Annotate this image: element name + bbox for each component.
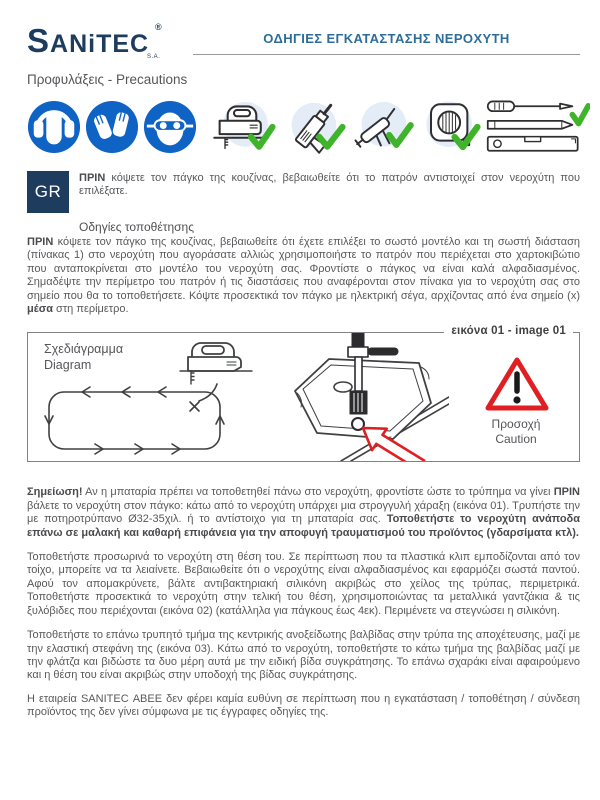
caulking-gun-icon bbox=[350, 97, 416, 157]
drill-icon bbox=[280, 97, 346, 157]
sanitec-logo bbox=[27, 22, 175, 60]
liability-paragraph: Η εταιρεία SANITEC ΑΒΕΕ δεν φέρει καμία ευθύνη σε περίπτωση που η εγκατάσταση / τοποθέτηση / σύνδεση προϊόντος της δεν γίνει σύμφωνα με τις έγγραφες οδηγίες της. bbox=[27, 692, 580, 719]
cutting-instructions-paragraph: ΠΡΙΝ κόψετε τον πάγκο της κουζίνας, βεβαιωθείτε ότι έχετε επιλέξει το σωστό μοντέλο και τη σωστή διάσταση (πίνακας 1) στο νεροχύτη που αγοράσατε αλλιώς χρησιμοποιήστε το πατρόν που περιέχεται στο χαρτοκιβώτιο που ανταποκρίνεται στο μοντέλο του νεροχύτη σας. Φροντίστε ο πάγκος να είναι καλά αλφαδιασμένος. Σημαδέψτε την περίμετρο του πατρόν ή τις διαστάσεις που αναφέρονται στον πίνακα για το νεροχύτη σας στο σημείο που θα το τοποθετήσετε. Κόψτε προσεκτικά τον πάγκο με ηλεκτρική σέγα, αρχίζοντας από ένα σημείο (x) μέσα στη περίμετρο. bbox=[27, 236, 580, 316]
gr-section bbox=[27, 171, 580, 213]
title-block bbox=[175, 24, 580, 55]
page-title: ΟΔΗΓΙΕΣ ΕΓΚΑΤΑΣΤΑΣΗΣ ΝΕΡΟΧΥΤΗ bbox=[263, 31, 510, 46]
instructions-heading: Οδηγίες τοποθέτησης bbox=[79, 220, 194, 234]
precaution-icons-row bbox=[27, 93, 580, 161]
tape-measure-icon bbox=[420, 97, 482, 157]
sink-drilling-illustration bbox=[271, 333, 449, 461]
figure-label: εικόνα 01 - image 01 bbox=[444, 325, 573, 337]
diagram-label: Σχεδιάγραμμα Diagram bbox=[44, 342, 124, 373]
ear-protection-icon bbox=[27, 100, 81, 154]
header bbox=[27, 22, 580, 60]
jigsaw-icon bbox=[208, 97, 276, 157]
caution-label: Προσοχή Caution bbox=[491, 417, 541, 447]
language-badge: GR bbox=[27, 171, 69, 213]
valve-paragraph: Τοποθετήστε το επάνω τρυπητό τμήμα της κεντρικής ανοξείδωτης βαλβίδας στην τρύπα της αποχέτευσης, μαζί με την ελαστική στεφάνη της (εικόνα 03). Κάτω από το νεροχύτη, τοποθετήστε το κάτω τμήμα της βαλβίδας μαζί με την φλάτζα και βιδώστε τα δυο μέρη αυτά με την ειδική βίδα συγκράτησης. Το επάνω σχαράκι είναι αφαιρούμενο και η θέση του είναι ακριβώς στην υποδοχή της βίδας συγκράτησης. bbox=[27, 629, 580, 682]
jigsaw-illustration bbox=[178, 337, 258, 389]
gr-intro-paragraph: ΠΡΙΝ κόψετε τον πάγκο της κουζίνας, βεβαιωθείτε ότι το πατρόν αντιστοιχεί στον νεροχύτη που επιλέξατε. bbox=[79, 172, 580, 198]
hand-tools-icon bbox=[486, 98, 590, 156]
figure-image-01 bbox=[27, 325, 580, 462]
fitting-paragraph: Τοποθετήστε προσωρινά το νεροχύτη στη θέση του. Σε περίπτωση που τα πλαστικά κλιπ εμποδίζονται από τον τοίχο, μπορείτε να τα λειαίνετε. Βεβαιωθείτε ότι ο νεροχύτης είναι αλφαδιασμένος και εφαρμόζει σωστά παντού. Αφού τον απομακρύνετε, βάλτε αντιβακτηριακή σιλικόνη ακριβώς στο χείλος της τρύπας, περιμετρικά. Τοποθετήστε προσεκτικά το νεροχύτη στην τελική του θέση, χρησιμοποιώντας τα μεταλλικά γαντζάκια & τις ξυλόβιδες που περιέχονται (εικόνα 02) (κατάλληλα για πάγκους έως 4εκ). Περιμένετε να στεγνώσει η σιλικόνη. bbox=[27, 551, 580, 617]
precautions-heading: Προφυλάξεις - Precautions bbox=[27, 72, 188, 87]
eye-protection-icon bbox=[143, 100, 197, 154]
cut-path-diagram bbox=[44, 383, 234, 459]
logo-text: SANiTEC bbox=[27, 22, 150, 59]
warning-triangle-icon bbox=[484, 355, 550, 413]
header-rule bbox=[193, 54, 580, 55]
logo-sa-suffix: S.A. bbox=[147, 54, 161, 60]
protective-gloves-icon bbox=[85, 100, 139, 154]
note-paragraph: Σημείωση! Αν η μπαταρία πρέπει να τοποθετηθεί πάνω στο νεροχύτη, φροντίστε ώστε το τρύπημα να γίνει ΠΡΙΝ βάλετε το νεροχύτη στον πάγκο: κάτω από το νεροχύτη υπάρχει μια στρογγυλή χάραξη (εικόνα 01). Τρυπήστε την με ποτηροτρύπανο Ø32-35χιλ. ή το αντίστοιχο για τη μπαταρία σας. Τοποθετήστε το νεροχύτη ανάποδα επάνω σε μαλακή και καθαρή επιφάνεια για την αποφυγή τραυματισμού του προϊόντος (γδαρσίματα κτλ). bbox=[27, 486, 580, 539]
registered-trademark-icon: ® bbox=[155, 22, 162, 32]
